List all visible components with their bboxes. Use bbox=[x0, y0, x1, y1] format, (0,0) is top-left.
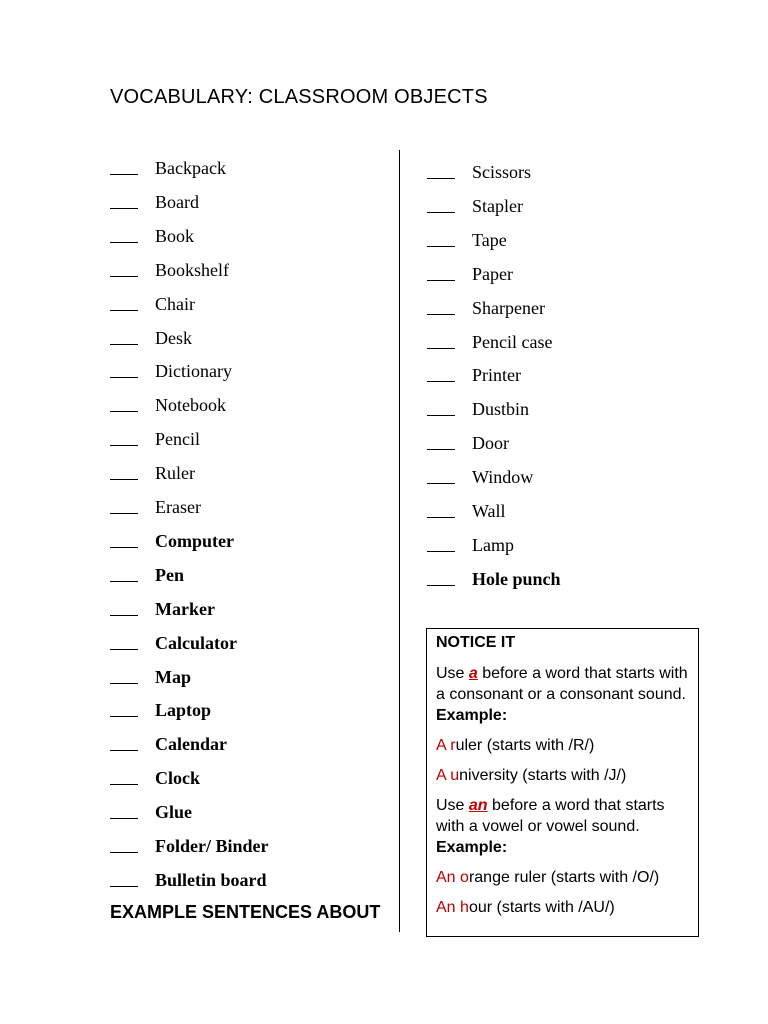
vocab-label: Laptop bbox=[155, 700, 212, 721]
answer-blank[interactable] bbox=[110, 581, 138, 582]
vocab-label: Bookshelf bbox=[155, 259, 229, 280]
first-letter: r bbox=[450, 737, 456, 754]
vocab-item bbox=[427, 467, 534, 488]
vocab-label: Clock bbox=[155, 768, 200, 789]
vocab-item bbox=[110, 666, 191, 687]
answer-blank[interactable] bbox=[110, 683, 138, 684]
answer-blank[interactable] bbox=[427, 415, 455, 416]
notice-heading: NOTICE IT bbox=[436, 634, 516, 651]
answer-blank[interactable] bbox=[110, 276, 138, 277]
article-text: An bbox=[436, 869, 456, 886]
vocab-item bbox=[110, 395, 226, 416]
answer-blank[interactable] bbox=[110, 615, 138, 616]
rule-an-post: before a word that starts with a vowel or vowel sound. bbox=[436, 797, 665, 835]
vocab-item bbox=[110, 293, 195, 314]
vocab-item bbox=[110, 497, 201, 517]
vocab-label: Printer bbox=[472, 365, 521, 386]
example-a-university bbox=[436, 765, 690, 786]
example-a-ruler bbox=[436, 735, 690, 756]
vocab-item bbox=[110, 734, 227, 755]
vocab-item bbox=[427, 331, 553, 352]
answer-blank[interactable] bbox=[110, 411, 138, 412]
answer-blank[interactable] bbox=[427, 381, 455, 382]
vocab-item bbox=[110, 158, 226, 178]
vocab-item bbox=[110, 869, 267, 890]
answer-blank[interactable] bbox=[427, 585, 455, 586]
vocab-label: Map bbox=[155, 666, 191, 687]
first-letter: o bbox=[460, 869, 469, 886]
vocab-item bbox=[427, 501, 506, 521]
vocab-label: Stapler bbox=[472, 195, 523, 216]
answer-blank[interactable] bbox=[110, 445, 138, 446]
first-letter: h bbox=[460, 899, 469, 916]
vocab-label: Backpack bbox=[155, 158, 226, 178]
vocab-label: Wall bbox=[472, 501, 506, 521]
vocab-item bbox=[110, 768, 200, 789]
vocab-label: Notebook bbox=[155, 395, 226, 416]
answer-blank[interactable] bbox=[427, 178, 455, 179]
answer-blank[interactable] bbox=[427, 348, 455, 349]
article-text: An bbox=[436, 899, 456, 916]
page-title: VOCABULARY: CLASSROOM OBJECTS bbox=[110, 86, 488, 108]
example-rest: niversity (starts with /J/) bbox=[459, 767, 627, 784]
answer-blank[interactable] bbox=[110, 344, 138, 345]
vocab-label: Folder/ Binder bbox=[155, 836, 269, 856]
example-sentences-heading: EXAMPLE SENTENCES ABOUT bbox=[110, 902, 381, 922]
answer-blank[interactable] bbox=[427, 483, 455, 484]
vocab-item bbox=[427, 534, 514, 555]
vocab-item bbox=[110, 429, 200, 450]
answer-blank[interactable] bbox=[110, 547, 138, 548]
vocab-label: Desk bbox=[155, 327, 192, 348]
answer-blank[interactable] bbox=[110, 242, 138, 243]
example-an-orange bbox=[436, 867, 690, 888]
vocab-label: Book bbox=[155, 225, 195, 246]
answer-blank[interactable] bbox=[427, 314, 455, 315]
vocab-label: Lamp bbox=[472, 534, 514, 555]
vocab-label: Sharpener bbox=[472, 297, 545, 318]
answer-blank[interactable] bbox=[427, 517, 455, 518]
answer-blank[interactable] bbox=[110, 208, 138, 209]
vocab-label: Tape bbox=[472, 229, 507, 250]
vocab-label: Paper bbox=[472, 263, 513, 284]
example-rest: uler (starts with /R/) bbox=[455, 737, 595, 754]
vocab-item bbox=[110, 802, 193, 823]
answer-blank[interactable] bbox=[110, 377, 138, 378]
vocab-label: Marker bbox=[155, 598, 215, 619]
rule-a-pre: Use bbox=[436, 665, 469, 682]
answer-blank[interactable] bbox=[110, 513, 138, 514]
answer-blank[interactable] bbox=[427, 246, 455, 247]
vocab-label: Hole punch bbox=[472, 568, 561, 589]
vocab-label: Pencil case bbox=[472, 331, 553, 352]
answer-blank[interactable] bbox=[110, 818, 138, 819]
article-an: an bbox=[468, 797, 488, 814]
vocab-label: Eraser bbox=[155, 497, 201, 517]
vocab-item bbox=[427, 263, 513, 284]
vocab-item bbox=[427, 297, 545, 318]
notice-box bbox=[426, 628, 699, 937]
vocab-item bbox=[427, 433, 509, 454]
vocab-item bbox=[110, 598, 215, 619]
rule-an-example-label: Example: bbox=[436, 839, 508, 856]
answer-blank[interactable] bbox=[110, 784, 138, 785]
vocab-item bbox=[110, 361, 232, 382]
column-divider bbox=[399, 150, 400, 932]
vocab-label: Dictionary bbox=[155, 361, 232, 382]
answer-blank[interactable] bbox=[110, 310, 138, 311]
vocab-item bbox=[427, 195, 523, 216]
vocab-label: Calculator bbox=[155, 632, 237, 653]
vocab-item bbox=[110, 225, 195, 246]
article-text: A bbox=[436, 767, 446, 784]
article-a: a bbox=[468, 665, 478, 682]
vocab-item bbox=[110, 191, 199, 212]
vocab-label: Ruler bbox=[155, 463, 195, 484]
vocab-item bbox=[427, 365, 521, 386]
vocab-label: Scissors bbox=[472, 162, 532, 182]
vocab-item bbox=[110, 259, 229, 280]
vocab-label: Computer bbox=[155, 530, 234, 551]
vocab-item bbox=[110, 700, 212, 721]
answer-blank[interactable] bbox=[427, 551, 455, 552]
answer-blank[interactable] bbox=[427, 449, 455, 450]
rule-an-paragraph bbox=[436, 795, 690, 858]
rule-a-post: before a word that starts with a consonant or a consonant sound. bbox=[436, 665, 688, 703]
vocab-label: Window bbox=[472, 467, 534, 488]
example-rest: our (starts with /AU/) bbox=[468, 899, 615, 916]
vocab-label: Door bbox=[472, 433, 509, 454]
answer-blank[interactable] bbox=[110, 174, 138, 175]
answer-blank[interactable] bbox=[110, 852, 138, 853]
vocab-label: Calendar bbox=[155, 734, 227, 755]
example-an-hour bbox=[436, 897, 690, 918]
rule-a-paragraph bbox=[436, 663, 690, 726]
answer-blank[interactable] bbox=[427, 280, 455, 281]
answer-blank[interactable] bbox=[110, 750, 138, 751]
vocab-item bbox=[110, 564, 184, 585]
rule-an-pre: Use bbox=[436, 797, 469, 814]
vocab-label: Dustbin bbox=[472, 399, 530, 420]
vocab-item bbox=[110, 836, 269, 856]
example-rest: range ruler (starts with /O/) bbox=[468, 869, 660, 886]
answer-blank[interactable] bbox=[110, 649, 138, 650]
rule-a-example-label: Example: bbox=[436, 707, 508, 724]
answer-blank[interactable] bbox=[110, 886, 138, 887]
answer-blank[interactable] bbox=[110, 479, 138, 480]
vocab-label: Chair bbox=[155, 293, 195, 314]
vocab-item bbox=[427, 162, 532, 182]
vocab-label: Pen bbox=[155, 564, 184, 585]
article-text: A bbox=[436, 737, 446, 754]
vocab-label: Board bbox=[155, 191, 199, 212]
vocab-item bbox=[110, 463, 195, 484]
vocab-label: Glue bbox=[155, 802, 193, 823]
vocab-item bbox=[110, 530, 234, 551]
vocab-item bbox=[110, 632, 237, 653]
vocab-label: Pencil bbox=[155, 429, 200, 450]
first-letter: u bbox=[450, 767, 460, 784]
vocab-label: Bulletin board bbox=[155, 869, 267, 890]
answer-blank[interactable] bbox=[110, 716, 138, 717]
vocab-item bbox=[427, 229, 507, 250]
vocab-item bbox=[427, 568, 561, 589]
answer-blank[interactable] bbox=[427, 212, 455, 213]
vocab-item bbox=[427, 399, 530, 420]
vocab-item bbox=[110, 327, 192, 348]
